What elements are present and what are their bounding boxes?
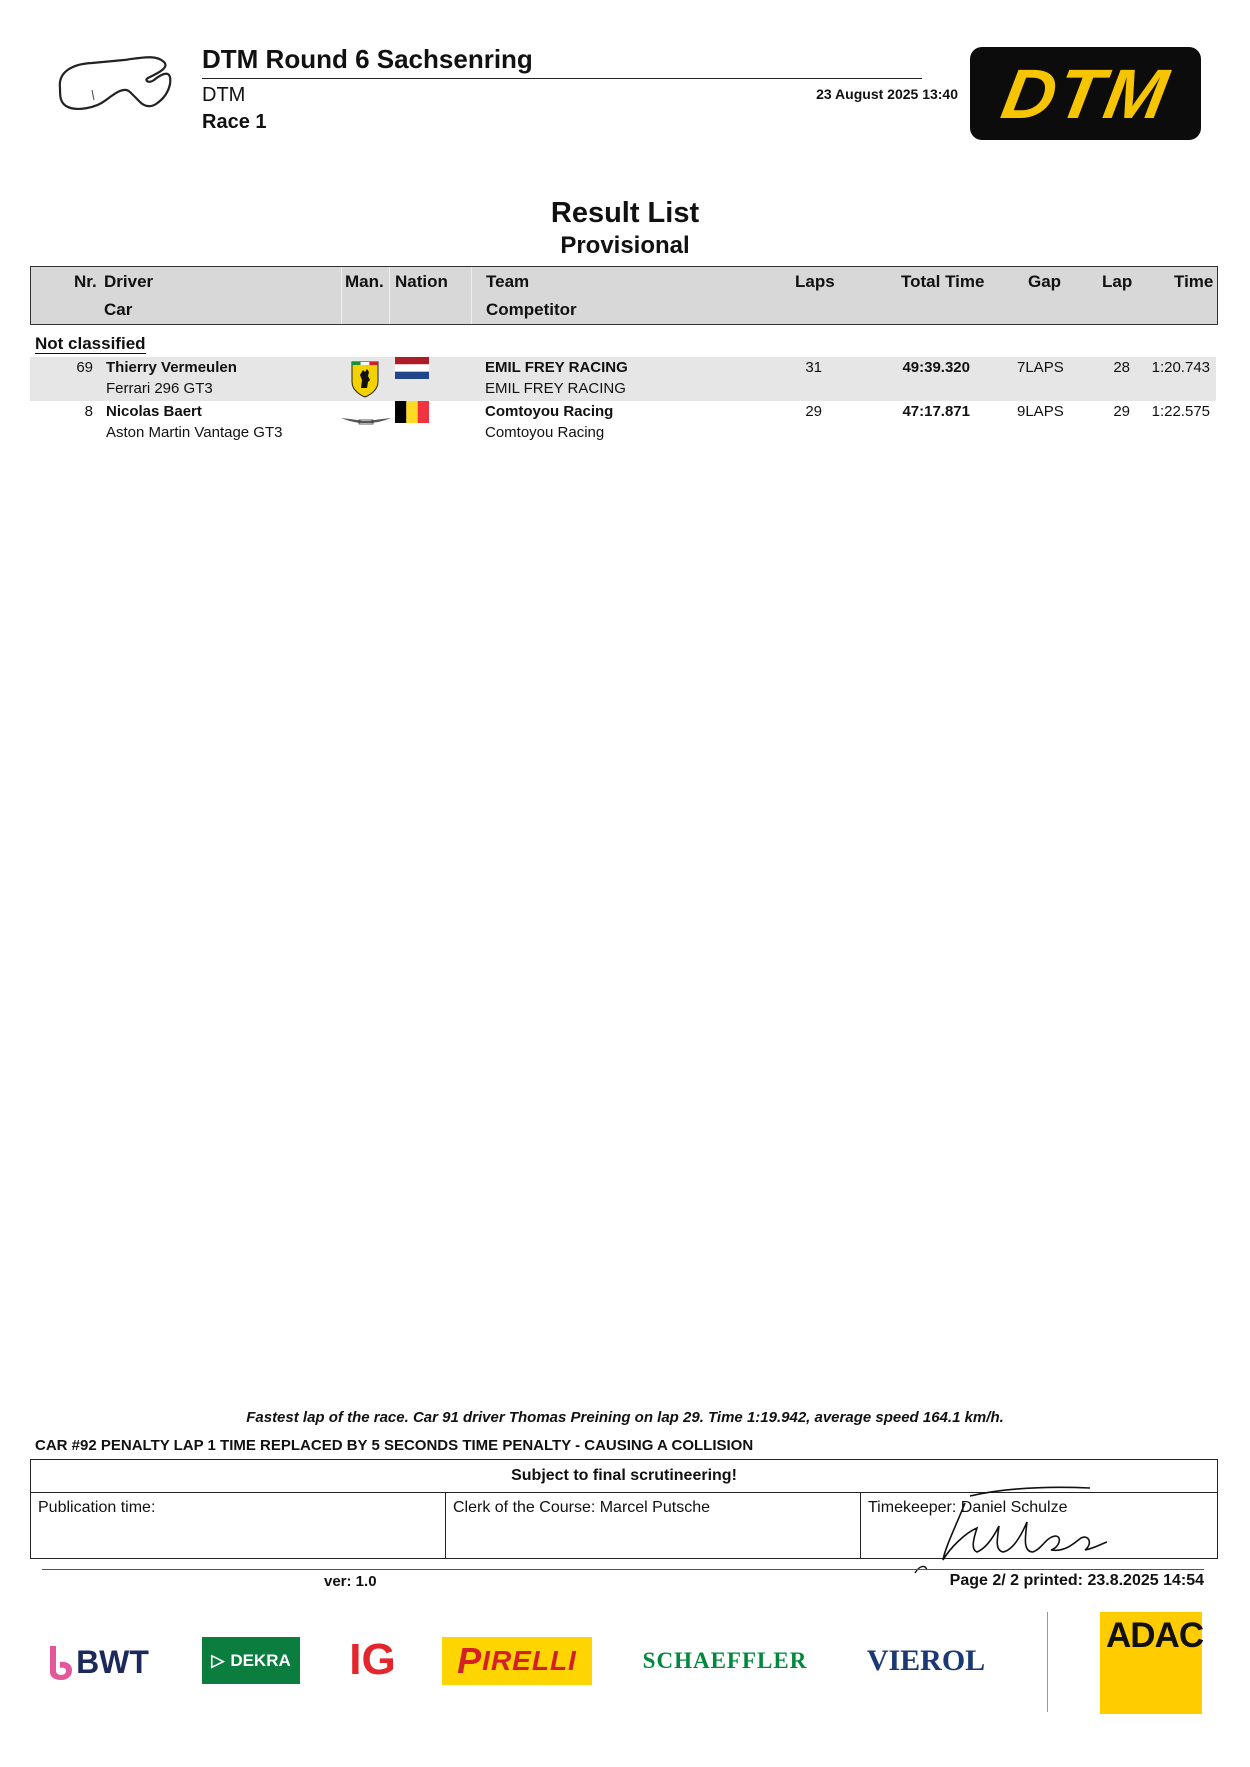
bwt-logo — [40, 1640, 155, 1685]
vierol-logo-text: VIEROL — [866, 1644, 986, 1677]
page-subheading: Provisional — [560, 232, 690, 259]
dtm-logo-text: DTM — [995, 54, 1176, 133]
event-date: 23 August 2025 13:40 — [816, 86, 958, 102]
header-lap: Lap — [1102, 272, 1133, 291]
pirelli-p-icon: P — [457, 1640, 483, 1681]
sponsor-divider — [1047, 1612, 1048, 1712]
ig-logo — [345, 1636, 400, 1684]
total-time: 47:17.871 — [902, 403, 970, 420]
header-nation: Nation — [395, 272, 448, 291]
header-time: Time — [1174, 272, 1214, 291]
section-label-not-classified: Not classified — [35, 334, 146, 353]
event-title: DTM Round 6 Sachsenring — [202, 44, 533, 74]
publication-time-field: Publication time: — [31, 1493, 446, 1558]
column-divider — [471, 267, 472, 324]
car-model: Aston Martin Vantage GT3 — [106, 424, 283, 441]
fastest-lap-note: Fastest lap of the race. Car 91 driver Thomas Preining on lap 29. Time 1:19.942, average speed 164.1 km/h. — [246, 1409, 1004, 1426]
header-car: Car — [104, 300, 133, 319]
header-total-time: Total Time — [901, 272, 985, 291]
pirelli-logo-text: IRELLI — [482, 1645, 577, 1676]
circuit-map-icon — [52, 50, 192, 130]
bwt-logo-text: BWT — [76, 1644, 149, 1680]
vierol-logo — [855, 1640, 997, 1682]
car-number: 69 — [76, 359, 93, 376]
results-table-header — [30, 266, 1218, 325]
ferrari-logo-icon — [350, 360, 380, 398]
driver-name: Thierry Vermeulen — [106, 359, 237, 376]
total-time: 49:39.320 — [902, 359, 970, 376]
page-heading: Result List — [550, 197, 700, 229]
header-manufacturer: Man. — [345, 272, 384, 291]
best-lap-time: 1:20.743 — [1151, 359, 1210, 376]
table-row — [30, 357, 1216, 401]
penalty-note: CAR #92 PENALTY LAP 1 TIME REPLACED BY 5 SECONDS TIME PENALTY - CAUSING A COLLISION — [35, 1437, 754, 1454]
footer-divider — [42, 1569, 1204, 1570]
title-divider — [202, 78, 922, 79]
version-label: ver: 1.0 — [324, 1573, 377, 1590]
best-lap-time: 1:22.575 — [1151, 403, 1210, 420]
bwt-mark-icon — [46, 1644, 76, 1682]
car-model: Ferrari 296 GT3 — [106, 380, 213, 397]
session-name: Race 1 — [202, 111, 267, 133]
clerk-of-course-field: Clerk of the Course: Marcel Putsche — [446, 1493, 861, 1558]
competitor-name: Comtoyou Racing — [485, 424, 605, 441]
laps-count: 31 — [805, 359, 822, 376]
driver-name: Nicolas Baert — [106, 403, 202, 420]
team-name: EMIL FREY RACING — [485, 359, 628, 376]
best-lap-number: 28 — [1113, 359, 1130, 376]
best-lap-number: 29 — [1113, 403, 1130, 420]
header-nr: Nr. — [74, 272, 97, 291]
header-driver: Driver — [104, 272, 154, 291]
handwritten-signature — [895, 1478, 1125, 1578]
table-row — [30, 401, 1216, 445]
adac-logo — [1100, 1612, 1202, 1714]
header-gap: Gap — [1028, 272, 1062, 291]
dtm-logo — [970, 47, 1201, 140]
ig-logo-text: IG — [349, 1635, 396, 1684]
laps-count: 29 — [805, 403, 822, 420]
timekeeper-field: Timekeeper: Daniel Schulze — [868, 1499, 1068, 1516]
series-name: DTM — [202, 84, 246, 106]
header-competitor: Competitor — [486, 300, 577, 319]
pirelli-logo — [442, 1637, 592, 1685]
dekra-logo — [202, 1637, 300, 1684]
aston-martin-logo-icon — [340, 415, 392, 429]
column-divider — [389, 267, 390, 324]
schaeffler-logo — [640, 1642, 810, 1680]
team-name: Comtoyou Racing — [485, 403, 614, 420]
adac-logo-text: ADAC — [1106, 1616, 1204, 1655]
netherlands-flag-icon — [395, 357, 429, 379]
page-info: Page 2/ 2 printed: 23.8.2025 14:54 — [949, 1572, 1204, 1589]
gap-value: 7LAPS — [1017, 359, 1064, 376]
dekra-arrow-icon: ▷ — [211, 1650, 225, 1670]
belgium-flag-icon — [395, 401, 429, 423]
column-divider — [341, 267, 342, 324]
header-team: Team — [486, 272, 530, 291]
header-laps: Laps — [795, 272, 835, 291]
scrutineering-notice: Subject to final scrutineering! — [31, 1460, 1217, 1493]
car-number: 8 — [84, 403, 93, 420]
gap-value: 9LAPS — [1017, 403, 1064, 420]
dekra-logo-text: DEKRA — [230, 1650, 291, 1670]
competitor-name: EMIL FREY RACING — [485, 380, 626, 397]
schaeffler-logo-text: SCHAEFFLER — [642, 1648, 808, 1673]
